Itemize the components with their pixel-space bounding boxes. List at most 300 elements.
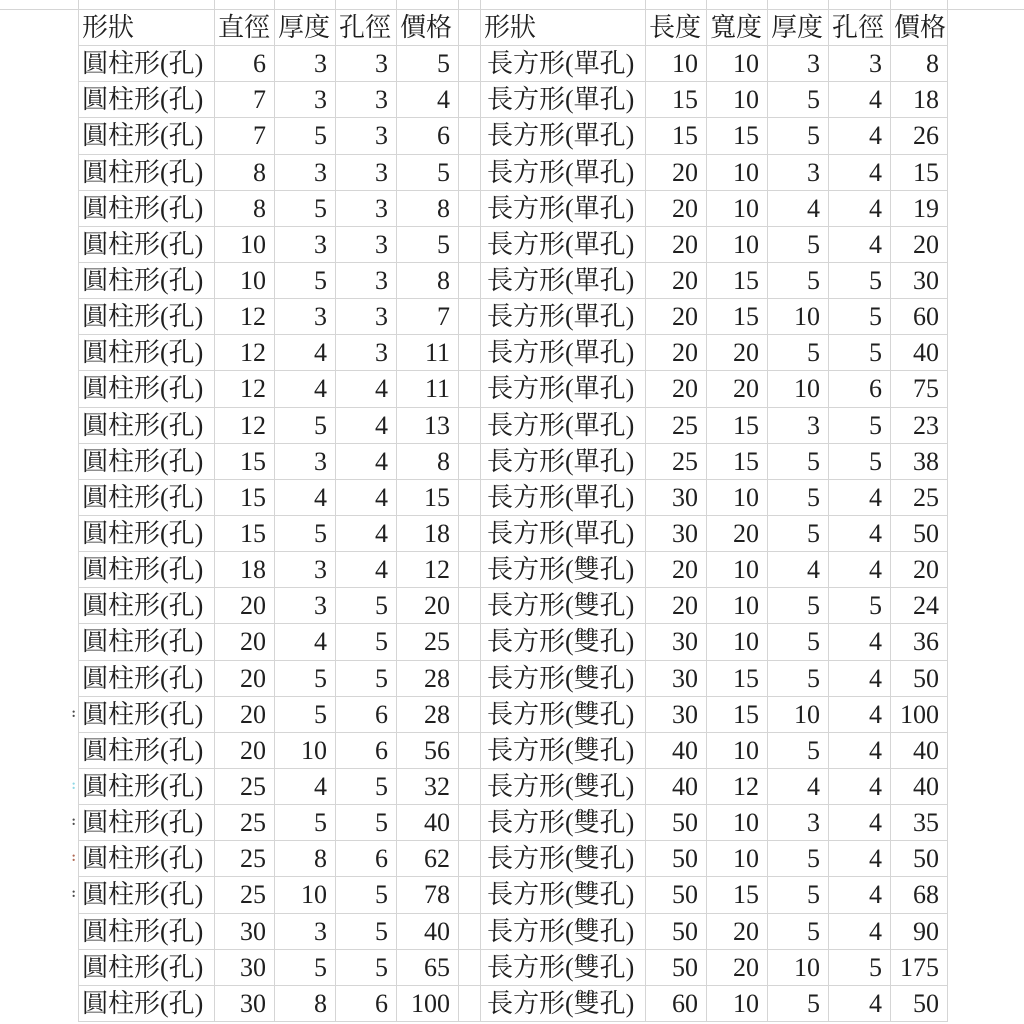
table-row-right-value[interactable]: 3 <box>829 46 891 82</box>
table-row-left-shape[interactable]: 圓柱形(孔) <box>78 552 215 588</box>
table-row-left-value[interactable]: 25 <box>215 805 275 841</box>
table-row-right-shape[interactable]: 長方形(雙孔) <box>481 552 646 588</box>
table-row-right-value[interactable]: 10 <box>646 46 707 82</box>
table-row-left-value[interactable]: 15 <box>215 444 275 480</box>
table-row-left-shape[interactable]: 圓柱形(孔) <box>78 733 215 769</box>
table-row-right-value[interactable]: 20 <box>891 552 948 588</box>
table-row-right-shape[interactable]: 長方形(單孔) <box>481 263 646 299</box>
table-row-right-shape[interactable]: 長方形(單孔) <box>481 408 646 444</box>
table-row-right-value[interactable]: 10 <box>707 733 768 769</box>
table-row-right-value[interactable]: 30 <box>891 263 948 299</box>
table-row-right-value[interactable]: 5 <box>768 914 829 950</box>
right-header-1[interactable]: 長度 <box>646 10 707 46</box>
table-row-left-value[interactable]: 7 <box>397 299 459 335</box>
left-header-shape[interactable]: 形狀 <box>78 10 215 46</box>
table-row-right-value[interactable]: 5 <box>768 661 829 697</box>
table-row-right-value[interactable]: 5 <box>768 733 829 769</box>
table-row-left-shape[interactable]: 圓柱形(孔) <box>78 408 215 444</box>
table-row-right-value[interactable]: 20 <box>646 371 707 407</box>
table-row-right-shape[interactable]: 長方形(單孔) <box>481 335 646 371</box>
table-row-left-value[interactable]: 20 <box>215 733 275 769</box>
table-row-left-value[interactable]: 3 <box>336 118 397 154</box>
table-row-left-value[interactable]: 4 <box>336 516 397 552</box>
table-row-right-value[interactable]: 10 <box>707 155 768 191</box>
table-row-left-value[interactable]: 5 <box>275 118 336 154</box>
table-row-right-value[interactable]: 5 <box>768 480 829 516</box>
table-row-left-shape[interactable]: 圓柱形(孔) <box>78 46 215 82</box>
table-row-right-value[interactable]: 12 <box>707 769 768 805</box>
table-row-right-value[interactable]: 20 <box>646 588 707 624</box>
table-row-left-value[interactable]: 40 <box>397 914 459 950</box>
right-header-5[interactable]: 價格 <box>891 10 948 46</box>
table-row-left-value[interactable]: 4 <box>275 335 336 371</box>
table-row-left-value[interactable]: 5 <box>397 46 459 82</box>
table-row-right-value[interactable]: 5 <box>768 516 829 552</box>
table-row-left-shape[interactable]: 圓柱形(孔) <box>78 986 215 1022</box>
table-row-right-value[interactable]: 50 <box>891 661 948 697</box>
table-row-left-value[interactable]: 3 <box>275 46 336 82</box>
table-row-right-shape[interactable]: 長方形(單孔) <box>481 516 646 552</box>
table-row-left-value[interactable]: 3 <box>336 227 397 263</box>
table-row-right-shape[interactable]: 長方形(雙孔) <box>481 588 646 624</box>
table-row-left-value[interactable]: 6 <box>336 986 397 1022</box>
table-row-right-value[interactable]: 5 <box>768 877 829 913</box>
table-row-left-value[interactable]: 8 <box>215 155 275 191</box>
table-row-right-value[interactable]: 15 <box>646 118 707 154</box>
table-row-right-value[interactable]: 15 <box>891 155 948 191</box>
table-row-right-value[interactable]: 10 <box>707 46 768 82</box>
table-row-right-shape[interactable]: 長方形(單孔) <box>481 299 646 335</box>
table-row-right-value[interactable]: 50 <box>646 950 707 986</box>
table-row-left-value[interactable]: 7 <box>215 118 275 154</box>
left-header-2[interactable]: 厚度 <box>275 10 336 46</box>
table-row-right-value[interactable]: 50 <box>646 877 707 913</box>
table-row-right-value[interactable]: 40 <box>646 769 707 805</box>
table-row-right-value[interactable]: 5 <box>768 444 829 480</box>
table-row-left-value[interactable]: 20 <box>215 624 275 660</box>
table-row-right-shape[interactable]: 長方形(單孔) <box>481 227 646 263</box>
table-row-left-value[interactable]: 5 <box>275 408 336 444</box>
table-row-right-value[interactable]: 50 <box>891 516 948 552</box>
table-row-left-value[interactable]: 25 <box>397 624 459 660</box>
table-row-right-value[interactable]: 8 <box>891 46 948 82</box>
table-row-right-value[interactable]: 20 <box>646 552 707 588</box>
table-row-left-value[interactable]: 25 <box>215 841 275 877</box>
table-row-left-value[interactable]: 3 <box>275 227 336 263</box>
table-row-left-value[interactable]: 6 <box>215 46 275 82</box>
table-row-right-shape[interactable]: 長方形(雙孔) <box>481 950 646 986</box>
table-row-right-value[interactable]: 18 <box>891 82 948 118</box>
table-row-left-value[interactable]: 7 <box>215 82 275 118</box>
table-row-left-shape[interactable]: 圓柱形(孔) <box>78 444 215 480</box>
table-row-right-value[interactable]: 60 <box>646 986 707 1022</box>
table-row-left-value[interactable]: 4 <box>275 480 336 516</box>
table-row-right-value[interactable]: 20 <box>646 191 707 227</box>
table-row-right-value[interactable]: 4 <box>829 877 891 913</box>
table-row-right-value[interactable]: 10 <box>707 227 768 263</box>
table-row-right-value[interactable]: 4 <box>829 155 891 191</box>
table-row-right-value[interactable]: 4 <box>829 841 891 877</box>
table-row-left-value[interactable]: 13 <box>397 408 459 444</box>
table-row-right-shape[interactable]: 長方形(雙孔) <box>481 697 646 733</box>
table-row-right-shape[interactable]: 長方形(單孔) <box>481 371 646 407</box>
table-row-left-shape[interactable]: 圓柱形(孔) <box>78 516 215 552</box>
table-row-right-value[interactable]: 4 <box>829 769 891 805</box>
table-row-right-shape[interactable]: 長方形(單孔) <box>481 46 646 82</box>
table-row-left-shape[interactable]: 圓柱形(孔) <box>78 841 215 877</box>
table-row-right-value[interactable]: 15 <box>707 661 768 697</box>
table-row-right-value[interactable]: 5 <box>829 335 891 371</box>
table-row-left-value[interactable]: 20 <box>215 588 275 624</box>
table-row-right-value[interactable]: 20 <box>646 155 707 191</box>
table-row-right-shape[interactable]: 長方形(雙孔) <box>481 986 646 1022</box>
table-row-left-value[interactable]: 8 <box>215 191 275 227</box>
table-row-right-value[interactable]: 4 <box>829 480 891 516</box>
table-row-right-shape[interactable]: 長方形(雙孔) <box>481 914 646 950</box>
table-row-right-value[interactable]: 5 <box>829 588 891 624</box>
table-row-left-value[interactable]: 5 <box>275 805 336 841</box>
table-row-left-value[interactable]: 40 <box>397 805 459 841</box>
table-row-right-value[interactable]: 15 <box>707 408 768 444</box>
table-row-left-shape[interactable]: 圓柱形(孔) <box>78 805 215 841</box>
table-row-left-value[interactable]: 5 <box>336 805 397 841</box>
table-row-left-shape[interactable]: 圓柱形(孔) <box>78 769 215 805</box>
table-row-right-value[interactable]: 10 <box>768 697 829 733</box>
table-row-left-value[interactable]: 3 <box>336 155 397 191</box>
table-row-right-value[interactable]: 26 <box>891 118 948 154</box>
table-row-right-value[interactable]: 20 <box>707 335 768 371</box>
table-row-left-value[interactable]: 4 <box>336 480 397 516</box>
table-row-left-value[interactable]: 30 <box>215 914 275 950</box>
table-row-left-value[interactable]: 4 <box>275 371 336 407</box>
table-row-right-shape[interactable]: 長方形(雙孔) <box>481 805 646 841</box>
table-row-right-value[interactable]: 4 <box>829 118 891 154</box>
table-row-left-value[interactable]: 3 <box>275 552 336 588</box>
table-row-left-value[interactable]: 18 <box>397 516 459 552</box>
table-row-right-value[interactable]: 30 <box>646 624 707 660</box>
table-row-left-value[interactable]: 20 <box>215 661 275 697</box>
table-row-left-value[interactable]: 5 <box>336 769 397 805</box>
table-row-right-value[interactable]: 10 <box>768 950 829 986</box>
table-row-left-value[interactable]: 5 <box>275 697 336 733</box>
table-row-right-value[interactable]: 5 <box>829 408 891 444</box>
table-row-right-shape[interactable]: 長方形(雙孔) <box>481 733 646 769</box>
table-row-right-value[interactable]: 38 <box>891 444 948 480</box>
table-row-left-shape[interactable]: 圓柱形(孔) <box>78 191 215 227</box>
table-row-left-shape[interactable]: 圓柱形(孔) <box>78 950 215 986</box>
table-row-right-value[interactable]: 3 <box>768 155 829 191</box>
right-header-shape[interactable]: 形狀 <box>481 10 646 46</box>
table-row-left-value[interactable]: 4 <box>336 552 397 588</box>
table-row-left-value[interactable]: 3 <box>275 82 336 118</box>
table-row-left-value[interactable]: 65 <box>397 950 459 986</box>
table-row-right-value[interactable]: 10 <box>707 986 768 1022</box>
table-row-right-value[interactable]: 4 <box>829 661 891 697</box>
table-row-right-value[interactable]: 30 <box>646 480 707 516</box>
table-row-left-value[interactable]: 12 <box>397 552 459 588</box>
table-row-left-value[interactable]: 12 <box>215 299 275 335</box>
table-row-left-value[interactable]: 8 <box>275 986 336 1022</box>
table-row-right-value[interactable]: 5 <box>768 118 829 154</box>
table-row-right-value[interactable]: 30 <box>646 516 707 552</box>
table-row-right-value[interactable]: 4 <box>768 769 829 805</box>
table-row-left-shape[interactable]: 圓柱形(孔) <box>78 480 215 516</box>
table-row-left-value[interactable]: 12 <box>215 371 275 407</box>
table-row-left-value[interactable]: 3 <box>275 914 336 950</box>
table-row-right-value[interactable]: 20 <box>707 516 768 552</box>
table-row-left-value[interactable]: 3 <box>275 155 336 191</box>
table-row-right-value[interactable]: 4 <box>829 914 891 950</box>
table-row-left-value[interactable]: 20 <box>397 588 459 624</box>
table-row-left-value[interactable]: 3 <box>275 588 336 624</box>
table-row-right-value[interactable]: 25 <box>891 480 948 516</box>
table-row-right-shape[interactable]: 長方形(雙孔) <box>481 769 646 805</box>
table-row-right-value[interactable]: 3 <box>768 46 829 82</box>
table-row-right-shape[interactable]: 長方形(單孔) <box>481 191 646 227</box>
table-row-right-value[interactable]: 4 <box>829 733 891 769</box>
table-row-left-value[interactable]: 25 <box>215 769 275 805</box>
table-row-right-value[interactable]: 3 <box>768 805 829 841</box>
table-row-left-value[interactable]: 5 <box>275 191 336 227</box>
table-row-right-value[interactable]: 5 <box>768 624 829 660</box>
table-row-right-value[interactable]: 20 <box>707 371 768 407</box>
table-row-right-value[interactable]: 10 <box>707 841 768 877</box>
table-row-left-value[interactable]: 15 <box>215 480 275 516</box>
table-row-left-value[interactable]: 3 <box>336 82 397 118</box>
table-row-right-value[interactable]: 4 <box>829 697 891 733</box>
table-row-left-value[interactable]: 4 <box>336 408 397 444</box>
right-header-2[interactable]: 寬度 <box>707 10 768 46</box>
right-header-4[interactable]: 孔徑 <box>829 10 891 46</box>
table-row-right-value[interactable]: 19 <box>891 191 948 227</box>
table-row-left-value[interactable]: 12 <box>215 335 275 371</box>
table-row-left-value[interactable]: 6 <box>397 118 459 154</box>
table-row-right-value[interactable]: 6 <box>829 371 891 407</box>
left-header-1[interactable]: 直徑 <box>215 10 275 46</box>
table-row-left-value[interactable]: 10 <box>215 227 275 263</box>
table-row-left-value[interactable]: 20 <box>215 697 275 733</box>
left-header-4[interactable]: 價格 <box>397 10 459 46</box>
table-row-right-value[interactable]: 15 <box>707 299 768 335</box>
table-row-left-shape[interactable]: 圓柱形(孔) <box>78 335 215 371</box>
table-row-left-value[interactable]: 5 <box>336 950 397 986</box>
table-row-right-value[interactable]: 40 <box>891 335 948 371</box>
table-row-right-value[interactable]: 5 <box>829 299 891 335</box>
table-row-right-value[interactable]: 3 <box>768 408 829 444</box>
table-row-right-value[interactable]: 15 <box>646 82 707 118</box>
table-row-left-value[interactable]: 30 <box>215 986 275 1022</box>
table-row-right-value[interactable]: 30 <box>646 661 707 697</box>
table-row-right-shape[interactable]: 長方形(單孔) <box>481 82 646 118</box>
table-row-left-value[interactable]: 6 <box>336 841 397 877</box>
table-row-left-value[interactable]: 30 <box>215 950 275 986</box>
table-row-left-value[interactable]: 100 <box>397 986 459 1022</box>
table-row-left-value[interactable]: 25 <box>215 877 275 913</box>
table-row-left-value[interactable]: 4 <box>336 444 397 480</box>
table-row-left-value[interactable]: 18 <box>215 552 275 588</box>
table-row-right-value[interactable]: 20 <box>646 263 707 299</box>
table-row-left-value[interactable]: 10 <box>275 877 336 913</box>
table-row-right-value[interactable]: 60 <box>891 299 948 335</box>
table-row-right-value[interactable]: 36 <box>891 624 948 660</box>
table-row-right-value[interactable]: 25 <box>646 444 707 480</box>
table-row-right-value[interactable]: 15 <box>707 697 768 733</box>
table-row-left-value[interactable]: 8 <box>397 191 459 227</box>
table-row-left-value[interactable]: 5 <box>336 624 397 660</box>
table-row-left-value[interactable]: 5 <box>397 227 459 263</box>
table-row-right-value[interactable]: 50 <box>646 805 707 841</box>
table-row-right-value[interactable]: 10 <box>707 82 768 118</box>
table-row-right-value[interactable]: 10 <box>707 552 768 588</box>
table-row-left-value[interactable]: 5 <box>336 914 397 950</box>
table-row-right-value[interactable]: 10 <box>707 191 768 227</box>
table-row-right-value[interactable]: 5 <box>768 588 829 624</box>
table-row-left-shape[interactable]: 圓柱形(孔) <box>78 82 215 118</box>
table-row-left-value[interactable]: 5 <box>336 661 397 697</box>
right-header-3[interactable]: 厚度 <box>768 10 829 46</box>
table-row-right-value[interactable]: 90 <box>891 914 948 950</box>
table-row-right-value[interactable]: 4 <box>829 82 891 118</box>
table-row-right-value[interactable]: 20 <box>646 299 707 335</box>
table-row-left-value[interactable]: 5 <box>275 516 336 552</box>
table-row-right-shape[interactable]: 長方形(雙孔) <box>481 624 646 660</box>
table-row-right-value[interactable]: 20 <box>646 227 707 263</box>
table-row-right-value[interactable]: 10 <box>707 480 768 516</box>
table-row-left-value[interactable]: 3 <box>336 263 397 299</box>
table-row-left-value[interactable]: 8 <box>275 841 336 877</box>
table-row-right-value[interactable]: 40 <box>891 733 948 769</box>
table-row-left-shape[interactable]: 圓柱形(孔) <box>78 299 215 335</box>
table-row-right-value[interactable]: 40 <box>646 733 707 769</box>
table-row-right-value[interactable]: 50 <box>891 986 948 1022</box>
table-row-left-value[interactable]: 15 <box>215 516 275 552</box>
table-row-right-value[interactable]: 15 <box>707 118 768 154</box>
table-row-left-value[interactable]: 4 <box>275 624 336 660</box>
table-row-left-shape[interactable]: 圓柱形(孔) <box>78 371 215 407</box>
table-row-right-value[interactable]: 20 <box>891 227 948 263</box>
table-row-left-value[interactable]: 3 <box>275 444 336 480</box>
table-row-right-shape[interactable]: 長方形(單孔) <box>481 444 646 480</box>
table-row-right-value[interactable]: 68 <box>891 877 948 913</box>
table-row-right-value[interactable]: 4 <box>829 191 891 227</box>
table-row-left-value[interactable]: 5 <box>275 661 336 697</box>
table-row-left-value[interactable]: 32 <box>397 769 459 805</box>
table-row-right-value[interactable]: 10 <box>707 805 768 841</box>
table-row-right-value[interactable]: 5 <box>829 263 891 299</box>
table-row-left-shape[interactable]: 圓柱形(孔) <box>78 155 215 191</box>
table-row-right-value[interactable]: 5 <box>829 950 891 986</box>
table-row-right-value[interactable]: 4 <box>829 805 891 841</box>
table-row-right-value[interactable]: 20 <box>646 335 707 371</box>
table-row-left-value[interactable]: 5 <box>397 155 459 191</box>
table-row-right-value[interactable]: 10 <box>768 371 829 407</box>
table-row-left-value[interactable]: 4 <box>397 82 459 118</box>
table-row-right-value[interactable]: 4 <box>768 191 829 227</box>
table-row-right-value[interactable]: 4 <box>829 227 891 263</box>
table-row-left-value[interactable]: 10 <box>215 263 275 299</box>
table-row-left-value[interactable]: 56 <box>397 733 459 769</box>
table-row-left-shape[interactable]: 圓柱形(孔) <box>78 227 215 263</box>
table-row-left-value[interactable]: 6 <box>336 733 397 769</box>
table-row-right-value[interactable]: 4 <box>829 552 891 588</box>
table-row-left-shape[interactable]: 圓柱形(孔) <box>78 624 215 660</box>
table-row-right-value[interactable]: 5 <box>768 841 829 877</box>
table-row-left-shape[interactable]: 圓柱形(孔) <box>78 914 215 950</box>
table-row-right-value[interactable]: 35 <box>891 805 948 841</box>
table-row-right-value[interactable]: 4 <box>829 986 891 1022</box>
table-row-right-value[interactable]: 50 <box>646 914 707 950</box>
table-row-left-shape[interactable]: 圓柱形(孔) <box>78 263 215 299</box>
table-row-right-value[interactable]: 10 <box>707 624 768 660</box>
table-row-left-value[interactable]: 78 <box>397 877 459 913</box>
table-row-right-shape[interactable]: 長方形(單孔) <box>481 155 646 191</box>
table-row-right-value[interactable]: 24 <box>891 588 948 624</box>
table-row-right-value[interactable]: 175 <box>891 950 948 986</box>
table-row-right-shape[interactable]: 長方形(雙孔) <box>481 661 646 697</box>
table-row-left-value[interactable]: 4 <box>336 371 397 407</box>
table-row-left-value[interactable]: 28 <box>397 661 459 697</box>
table-row-right-value[interactable]: 75 <box>891 371 948 407</box>
table-row-left-value[interactable]: 5 <box>275 950 336 986</box>
table-row-right-value[interactable]: 5 <box>768 335 829 371</box>
table-row-right-value[interactable]: 15 <box>707 444 768 480</box>
table-row-right-value[interactable]: 4 <box>829 516 891 552</box>
table-row-right-value[interactable]: 25 <box>646 408 707 444</box>
table-row-right-shape[interactable]: 長方形(雙孔) <box>481 841 646 877</box>
table-row-right-value[interactable]: 23 <box>891 408 948 444</box>
table-row-left-value[interactable]: 5 <box>336 877 397 913</box>
table-row-right-value[interactable]: 50 <box>891 841 948 877</box>
table-row-left-shape[interactable]: 圓柱形(孔) <box>78 661 215 697</box>
table-row-left-value[interactable]: 3 <box>336 46 397 82</box>
table-row-left-value[interactable]: 5 <box>336 588 397 624</box>
table-row-left-value[interactable]: 62 <box>397 841 459 877</box>
table-row-left-value[interactable]: 28 <box>397 697 459 733</box>
table-row-left-value[interactable]: 4 <box>275 769 336 805</box>
table-row-right-value[interactable]: 5 <box>768 227 829 263</box>
table-row-right-value[interactable]: 10 <box>768 299 829 335</box>
table-row-right-value[interactable]: 4 <box>768 552 829 588</box>
table-row-right-value[interactable]: 30 <box>646 697 707 733</box>
table-row-left-value[interactable]: 5 <box>275 263 336 299</box>
table-row-right-value[interactable]: 40 <box>891 769 948 805</box>
table-row-left-shape[interactable]: 圓柱形(孔) <box>78 697 215 733</box>
table-row-left-value[interactable]: 3 <box>336 335 397 371</box>
table-row-right-value[interactable]: 20 <box>707 950 768 986</box>
table-row-left-value[interactable]: 8 <box>397 444 459 480</box>
table-row-left-value[interactable]: 15 <box>397 480 459 516</box>
table-row-right-value[interactable]: 5 <box>768 986 829 1022</box>
table-row-left-value[interactable]: 11 <box>397 335 459 371</box>
table-row-right-value[interactable]: 5 <box>768 82 829 118</box>
table-row-left-value[interactable]: 10 <box>275 733 336 769</box>
table-row-left-value[interactable]: 12 <box>215 408 275 444</box>
table-row-left-value[interactable]: 3 <box>336 299 397 335</box>
table-row-left-shape[interactable]: 圓柱形(孔) <box>78 877 215 913</box>
table-row-left-value[interactable]: 11 <box>397 371 459 407</box>
table-row-right-value[interactable]: 5 <box>829 444 891 480</box>
table-row-right-shape[interactable]: 長方形(雙孔) <box>481 877 646 913</box>
table-row-left-value[interactable]: 3 <box>275 299 336 335</box>
table-row-right-value[interactable]: 10 <box>707 588 768 624</box>
left-header-3[interactable]: 孔徑 <box>336 10 397 46</box>
table-row-left-value[interactable]: 6 <box>336 697 397 733</box>
table-row-right-value[interactable]: 15 <box>707 877 768 913</box>
table-row-right-shape[interactable]: 長方形(單孔) <box>481 118 646 154</box>
table-row-right-shape[interactable]: 長方形(單孔) <box>481 480 646 516</box>
table-row-left-value[interactable]: 8 <box>397 263 459 299</box>
table-row-right-value[interactable]: 50 <box>646 841 707 877</box>
